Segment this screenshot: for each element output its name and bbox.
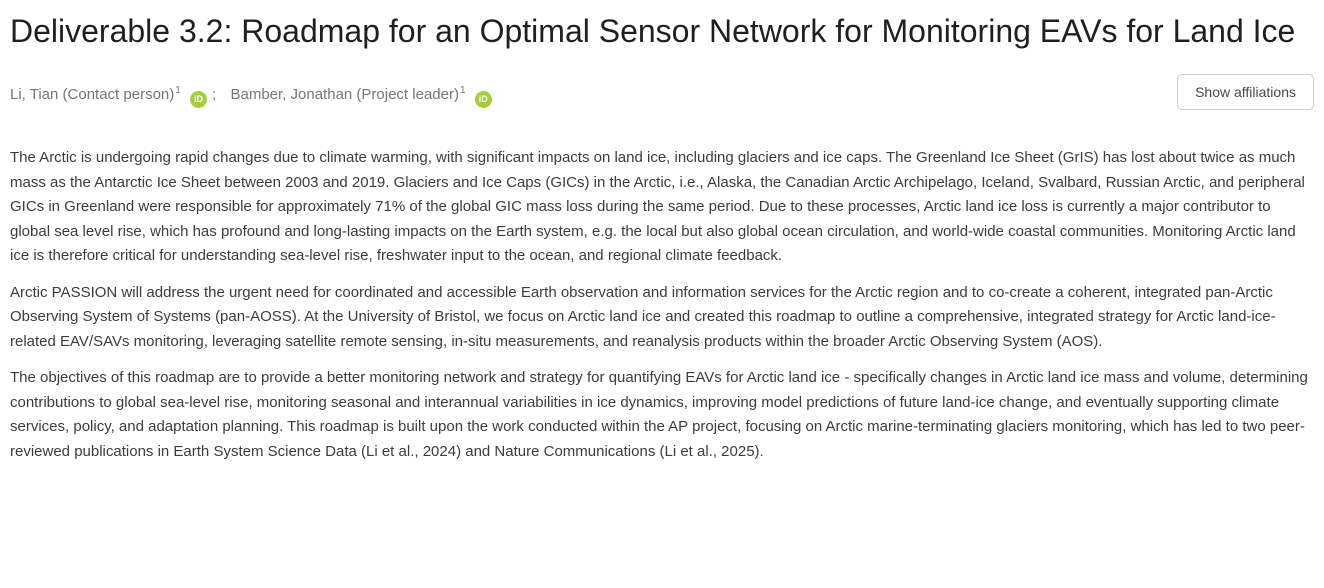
abstract-paragraph: The Arctic is undergoing rapid changes due to climate warming, with significant impacts on land ice, including glaciers and ice caps. The Greenland Ice Sheet (GrIS) has lost about twice as much mass as the Antarctic Ice Sheet between 2003 and 2019. Glaciers and Ice Caps (GICs) in the Arctic, i.e., Alaska, the Canadian Arctic Archipelago, Iceland, Svalbard, Russian Arctic, and peripheral GICs in Greenland were responsible for approximately 71% of the global GIC mass loss during the same period. Due to these processes, Arctic land ice loss is currently a major contributor to global sea level rise, which has profound and long-lasting impacts on the Earth system, e.g. the local but also global ocean circulation, and world-wide coastal communities. Monitoring Arctic land ice is therefore critical for understanding sea-level rise, freshwater input to the ocean, and regional climate feedback. (10, 149, 1305, 264)
orcid-icon[interactable]: iD (475, 91, 492, 108)
abstract-paragraph: Arctic PASSION will address the urgent need for coordinated and accessible Earth observation and information services for the Arctic region and to co-create a coherent, integrated pan-Arctic Observing System of Systems (pan-AOSS). At the University of Bristol, we focus on Arctic land ice and created this roadmap to outline a comprehensive, integrated strategy for Arctic land-ice-related EAV/SAVs monitoring, leveraging satellite remote sensing, in-situ measurements, and reanalysis products within the broader Arctic Observing System (AOS). (10, 283, 1276, 350)
page-title: Deliverable 3.2: Roadmap for an Optimal Sensor Network for Monitoring EAVs for Land Ice (10, 13, 1296, 49)
author-list (10, 74, 492, 108)
author-item (231, 86, 492, 103)
author-name: Li, Tian (Contact person) (10, 86, 175, 103)
abstract-paragraph: The objectives of this roadmap are to provide a better monitoring network and strategy for quantifying EAVs for Arctic land ice - specifically changes in Arctic land ice mass and volume, determining contributions to global sea-level rise, monitoring seasonal and interannual variabilities in ice dynamics, improving model predictions of future land-ice change, and eventually supporting climate services, policy, and adaptation planning. This roadmap is built upon the work conducted within the AP project, focusing on Arctic marine-terminating glaciers monitoring, which has led to two peer-reviewed publications in Earth System Science Data (Li et al., 2024) and Nature Communications (Li et al., 2025). (10, 369, 1308, 460)
author-name: Bamber, Jonathan (Project leader) (230, 86, 459, 103)
show-affiliations-button[interactable]: Show affiliations (1177, 74, 1314, 110)
abstract (10, 146, 1314, 464)
author-item (10, 86, 211, 103)
author-affiliation-sup: 1 (459, 85, 466, 96)
authors-row (10, 74, 1314, 110)
author-separator: ; (212, 86, 217, 103)
author-affiliation-sup: 1 (175, 85, 181, 96)
orcid-icon[interactable]: iD (190, 91, 207, 108)
